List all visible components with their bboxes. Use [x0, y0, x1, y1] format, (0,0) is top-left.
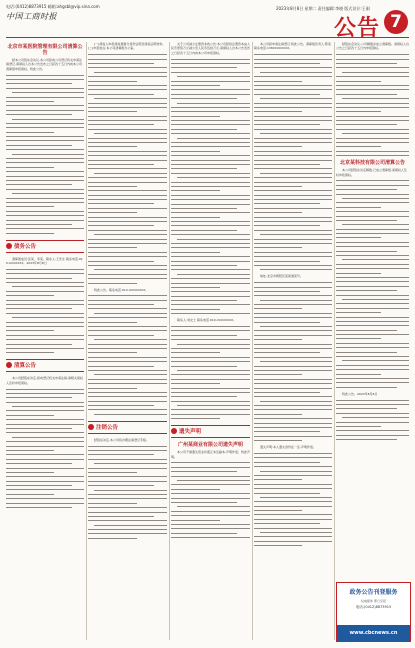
column-3 [171, 42, 250, 640]
text-lines [336, 54, 409, 156]
notice-text: 本公司经股东决定解散,已成立清算组,请债权人及时申报债权。 [336, 168, 407, 177]
section-tag-bar [6, 240, 84, 253]
notice-text: 清算组成员:张某、李某。联系人:王先生 联系电话:010-XXXXXXX。2023年8月8日 [6, 256, 83, 266]
text-lines [336, 180, 409, 387]
column-2 [88, 42, 167, 640]
notice-text: 特此公告。2023年8月8日 [342, 391, 378, 396]
column-divider [86, 42, 87, 640]
notice-text: 关于公司减少注册资本的公告:本公司拟将注册资本由人民币壹佰万元减少至人民币伍拾万元,请债权人自本公告发布之日起四十五日内向本公司申报债权。 [171, 42, 250, 55]
notice-block [171, 42, 250, 314]
notice-block [254, 42, 332, 270]
section-tag-bar [6, 359, 84, 372]
notice-block [6, 257, 84, 354]
masthead: 中国工商时报 [6, 12, 57, 21]
notice-block [254, 445, 332, 546]
notice-text: 经股东会决议,公司解散并成立清算组。请债权人自公告之日起四十五日内申报债权。 [336, 42, 409, 51]
text-lines [171, 326, 250, 419]
ad-url-band [337, 625, 410, 641]
section-title: 公告 [334, 15, 381, 41]
column-1 [6, 42, 84, 640]
header-meta: 2023年8月8日 星期二 责任编辑:李晓 版式设计:王刚 [276, 6, 370, 11]
text-lines [254, 54, 332, 270]
column-divider [169, 42, 170, 640]
advertisement-box [336, 582, 411, 642]
notice-title: 北京某科技有限公司清算公告 [339, 160, 405, 167]
notice-text: 遗失声明:本人遗失身份证一张,声明作废。 [260, 445, 316, 450]
ad-phone: 电话:(0412)8873915 [355, 605, 392, 609]
section-tag: 清算公告 [6, 361, 36, 369]
text-lines [88, 54, 167, 283]
section-tag-bar [171, 425, 250, 438]
notice-block [88, 42, 167, 284]
section-tag: 注销公告 [88, 423, 118, 431]
notice-text: 本公司经股东决定,拟向登记机关申请注销,请相关债权人及时申报债权。 [6, 376, 83, 385]
notice-block [88, 288, 167, 415]
text-lines [171, 462, 250, 538]
notice-text: 本公司不慎遗失营业执照正本及副本,声明作废。特此声明。 [171, 450, 250, 459]
notice-block [336, 42, 409, 156]
notice-block [6, 44, 84, 234]
notice-title: 广州某商业有限公司遗失声明 [177, 442, 243, 449]
notice-block [336, 392, 409, 440]
notice-text: 特此公告。联系电话:010-XXXXXXXX。 [94, 287, 149, 292]
notice-text: 经本公司股东会决议,本公司拟向公司登记机关申请注销登记,请债权人自本公告发布之日起四十五日内向本公司清算组申报债权。特此公告。 [6, 58, 82, 71]
notice-block [171, 442, 250, 538]
notice-block [254, 274, 332, 441]
notice-text: 联系人:刘女士 联系电话:010-XXXXXXXX。 [177, 318, 237, 323]
notice-text: 地址:北京市朝阳区某街道某号。 [260, 274, 304, 279]
notice-text: 本公司拟申请注销登记,特此公告。清算组负责人:陈某 联系电话:138XXXXXXXX。 [254, 42, 331, 51]
text-lines [6, 269, 84, 353]
notice-text: (一)债权人申报债权须提交身份证明及债权证明材料。(二)申报地点:本公司清算组办公室。 [88, 42, 166, 51]
column-divider [252, 42, 253, 640]
ad-subtitle: 权威媒体 即日见报 [361, 599, 386, 603]
page-header [0, 0, 415, 40]
ad-url: www.cbcnews.cn [349, 630, 398, 636]
text-lines [254, 453, 332, 546]
notice-block [6, 376, 84, 508]
section-tag: 遗失声明 [171, 427, 201, 435]
notice-block [88, 438, 167, 539]
text-lines [88, 295, 167, 415]
header-contact: 电话:(0412)8873915 邮箱:ahgsbl@vip.sina.com [6, 4, 100, 9]
section-tag: 债务公告 [6, 242, 36, 250]
header-rule [6, 37, 409, 38]
text-lines [171, 59, 250, 315]
text-lines [254, 282, 332, 441]
notice-text: 经股东决定,本公司将办理注销登记手续。 [94, 437, 149, 442]
notice-block [171, 318, 250, 419]
column-4 [254, 42, 332, 640]
text-lines [88, 446, 167, 539]
column-5 [336, 42, 409, 578]
text-lines [6, 389, 84, 509]
ad-title: 政务公告刊登服务 [349, 589, 398, 596]
notice-block [336, 160, 409, 388]
section-tag-bar [88, 421, 167, 434]
notice-title: 北京市某医院管理有限公司清算公告 [7, 44, 83, 56]
column-divider [334, 42, 335, 640]
text-lines [6, 75, 84, 234]
text-lines [336, 400, 409, 441]
page-number-badge: 7 [384, 10, 408, 34]
